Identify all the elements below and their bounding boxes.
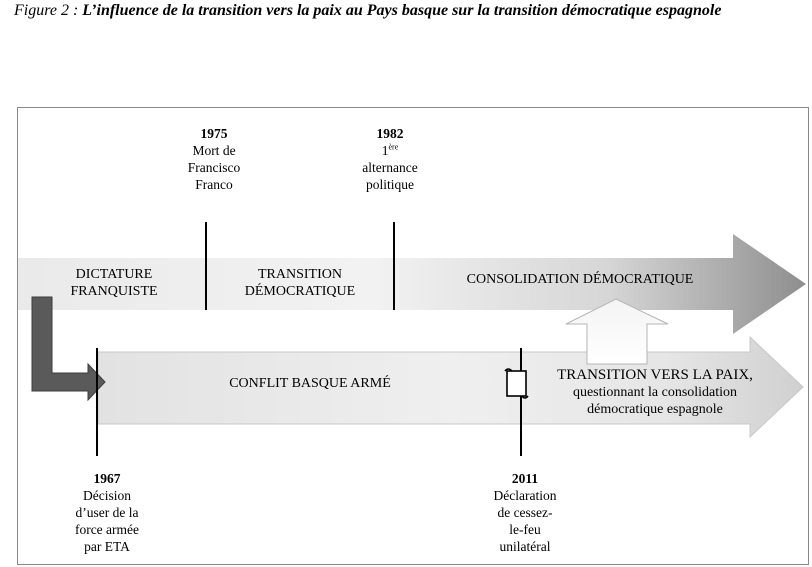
milestone-1975-line2: Francisco bbox=[187, 160, 241, 175]
milestone-2011-year: 2011 bbox=[511, 471, 539, 486]
phase-paix-line1: TRANSITION VERS LA PAIX, bbox=[557, 367, 753, 383]
phase-paix-line2: questionnant la consolidation bbox=[572, 385, 738, 400]
caption-prefix: Figure 2 : bbox=[14, 2, 83, 19]
phase-consolidation: CONSOLIDATION DÉMOCRATIQUE bbox=[466, 272, 694, 287]
milestone-2011 bbox=[470, 470, 580, 555]
elbow-arrow bbox=[32, 297, 105, 400]
phase-paix bbox=[532, 367, 778, 418]
milestone-2011-line3: le-feu bbox=[509, 522, 541, 537]
phase-dictature-line1: DICTATURE bbox=[75, 267, 153, 282]
scroll-icon bbox=[505, 369, 528, 398]
milestone-1982-ordinal-suffix: ère bbox=[388, 142, 399, 152]
phase-dictature-line2: FRANQUISTE bbox=[70, 284, 158, 299]
milestone-1982-line2: alternance bbox=[362, 160, 418, 175]
milestone-1982-year: 1982 bbox=[376, 126, 404, 141]
milestone-1967-year: 1967 bbox=[93, 471, 121, 486]
phase-transition-line1: TRANSITION bbox=[258, 267, 342, 282]
milestone-1982-ordinal: 1 bbox=[381, 143, 389, 158]
milestone-1975-year: 1975 bbox=[200, 126, 228, 141]
milestone-2011-line4: unilatéral bbox=[499, 539, 551, 554]
milestone-1982-line3: politique bbox=[366, 177, 414, 192]
milestone-1975-line1: Mort de bbox=[192, 143, 236, 158]
milestone-1967-line1: Décision bbox=[83, 488, 131, 503]
milestone-2011-line1: Déclaration bbox=[493, 488, 557, 503]
caption-title: L’influence de la transition vers la paix au Pays basque sur la transition démocratique espagnole bbox=[82, 2, 722, 19]
phase-transition bbox=[212, 266, 388, 300]
phase-dictature bbox=[24, 266, 204, 300]
milestone-2011-line2: de cessez- bbox=[497, 505, 553, 520]
milestone-1982 bbox=[340, 125, 440, 193]
milestone-1975 bbox=[164, 125, 264, 193]
milestone-1967 bbox=[52, 470, 162, 555]
milestone-1975-line3: Franco bbox=[195, 177, 233, 192]
phase-transition-line2: DÉMOCRATIQUE bbox=[244, 284, 356, 299]
milestone-1967-line3: force armée bbox=[74, 522, 140, 537]
phase-paix-line3: démocratique espagnole bbox=[587, 402, 723, 417]
milestone-1982-line1 bbox=[340, 142, 440, 159]
milestone-1967-line2: d’user de la bbox=[75, 505, 139, 520]
milestone-1967-line4: par ETA bbox=[84, 539, 130, 554]
phase-conflit: CONFLIT BASQUE ARMÉ bbox=[229, 376, 391, 391]
